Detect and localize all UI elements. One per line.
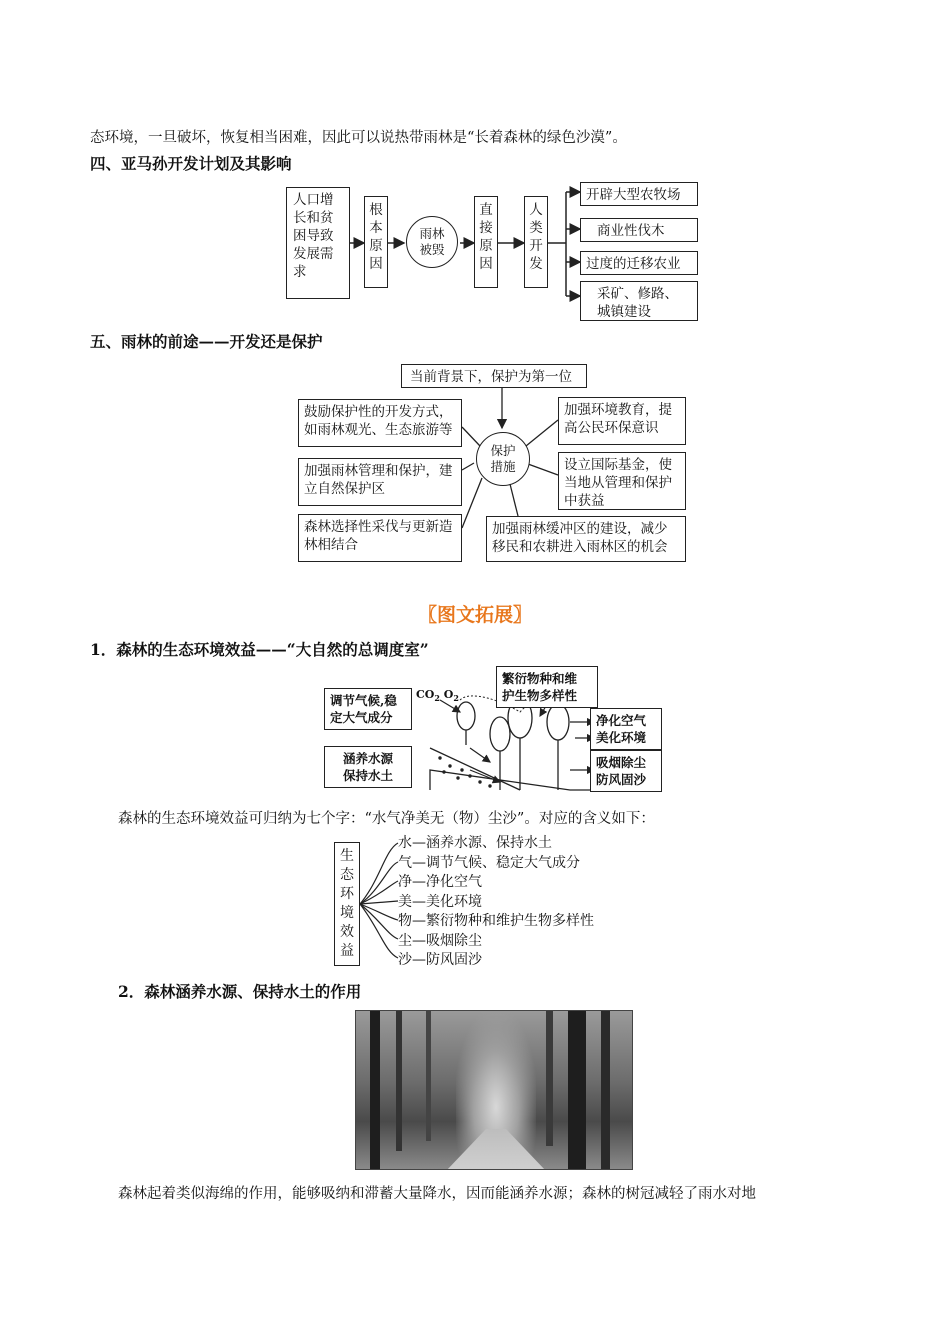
direct-cause-box: 直 接 原 因 [474,196,498,288]
intro-paragraph: 态环境，一旦破坏，恢复相当困难，因此可以说热带雨林是“长着森林的绿色沙漠”。 [90,130,627,146]
item2-heading: 2．森林涵养水源、保持水土的作用 [118,982,362,1001]
nature-reserve-box: 加强雨林管理和保护，建 立自然保护区 [298,458,462,506]
closing-paragraph: 森林起着类似海绵的作用，能够吸纳和滞蓄大量降水，因而能涵养水源；森林的树冠减轻了雨水对地 [118,1186,756,1202]
international-fund-box: 设立国际基金，使 当地从管理和保护 中获益 [558,452,686,510]
environmental-education-box: 加强环境教育，提 高公民环保意识 [558,397,686,445]
section5-heading: 五、雨林的前途——开发还是保护 [90,332,323,351]
benefit-item: 气—调节气候、稳定大气成分 [398,854,580,871]
eco-tourism-box: 鼓励保护性的开发方式， 如雨林观光、生态旅游等 [298,399,462,447]
item1-heading: 1．森林的生态环境效益——“大自然的总调度室” [90,640,429,659]
benefit-summary: 森林的生态环境效益可归纳为七个字：“水气净美无（物）尘沙”。对应的含义如下： [118,811,655,827]
population-pressure-box: 人口增 长和贫 困导致 发展需 求 [286,187,350,299]
protection-measures-circle: 保护 措施 [476,432,530,486]
air-purification-box: 净化空气 美化环境 [590,708,662,750]
protection-first-box: 当前背景下，保护为第一位 [401,364,587,388]
benefit-item: 物—繁衍物种和维护生物多样性 [398,913,594,929]
gas-labels: $CO_2$ $O_2$ [416,688,459,704]
outcome-ranch-box: 开辟大型农牧场 [580,182,698,206]
benefit-item: 美—美化环境 [398,893,482,910]
climate-regulation-box: 调节气候,稳 定大气成分 [324,688,412,730]
outcome-shifting-agriculture-box: 过度的迁移农业 [580,251,698,275]
outcome-logging-box: 商业性伐木 [580,218,698,242]
buffer-zone-box: 加强雨林缓冲区的建设，减少 移民和农耕进入雨林区的机会 [486,516,686,562]
root-cause-box: 根 本 原 因 [364,196,388,288]
benefit-item: 沙—防风固沙 [398,952,482,968]
forest-photo [355,1010,633,1170]
benefit-item: 净—净化空气 [398,874,482,890]
benefit-item: 尘—吸烟除尘 [398,932,482,949]
water-conservation-box: 涵养水源 保持水土 [324,746,412,788]
benefit-list [398,834,594,971]
outcome-mining-box: 采矿、修路、 城镇建设 [580,281,698,321]
selective-logging-box: 森林选择性采伐与更新造 林相结合 [298,514,462,562]
dust-sand-box: 吸烟除尘 防风固沙 [590,750,662,792]
rainforest-destroyed-circle: 雨林 被毁 [406,216,458,268]
biodiversity-box: 繁衍物种和维 护生物多样性 [496,666,598,708]
human-development-box: 人 类 开 发 [524,196,548,288]
ecological-benefits-box: 生 态 环 境 效 益 [334,842,360,966]
benefit-item: 水—涵养水源、保持水土 [398,835,552,851]
expansion-title: 〖图文拓展〗 [417,604,532,626]
section4-heading: 四、亚马孙开发计划及其影响 [90,154,292,173]
